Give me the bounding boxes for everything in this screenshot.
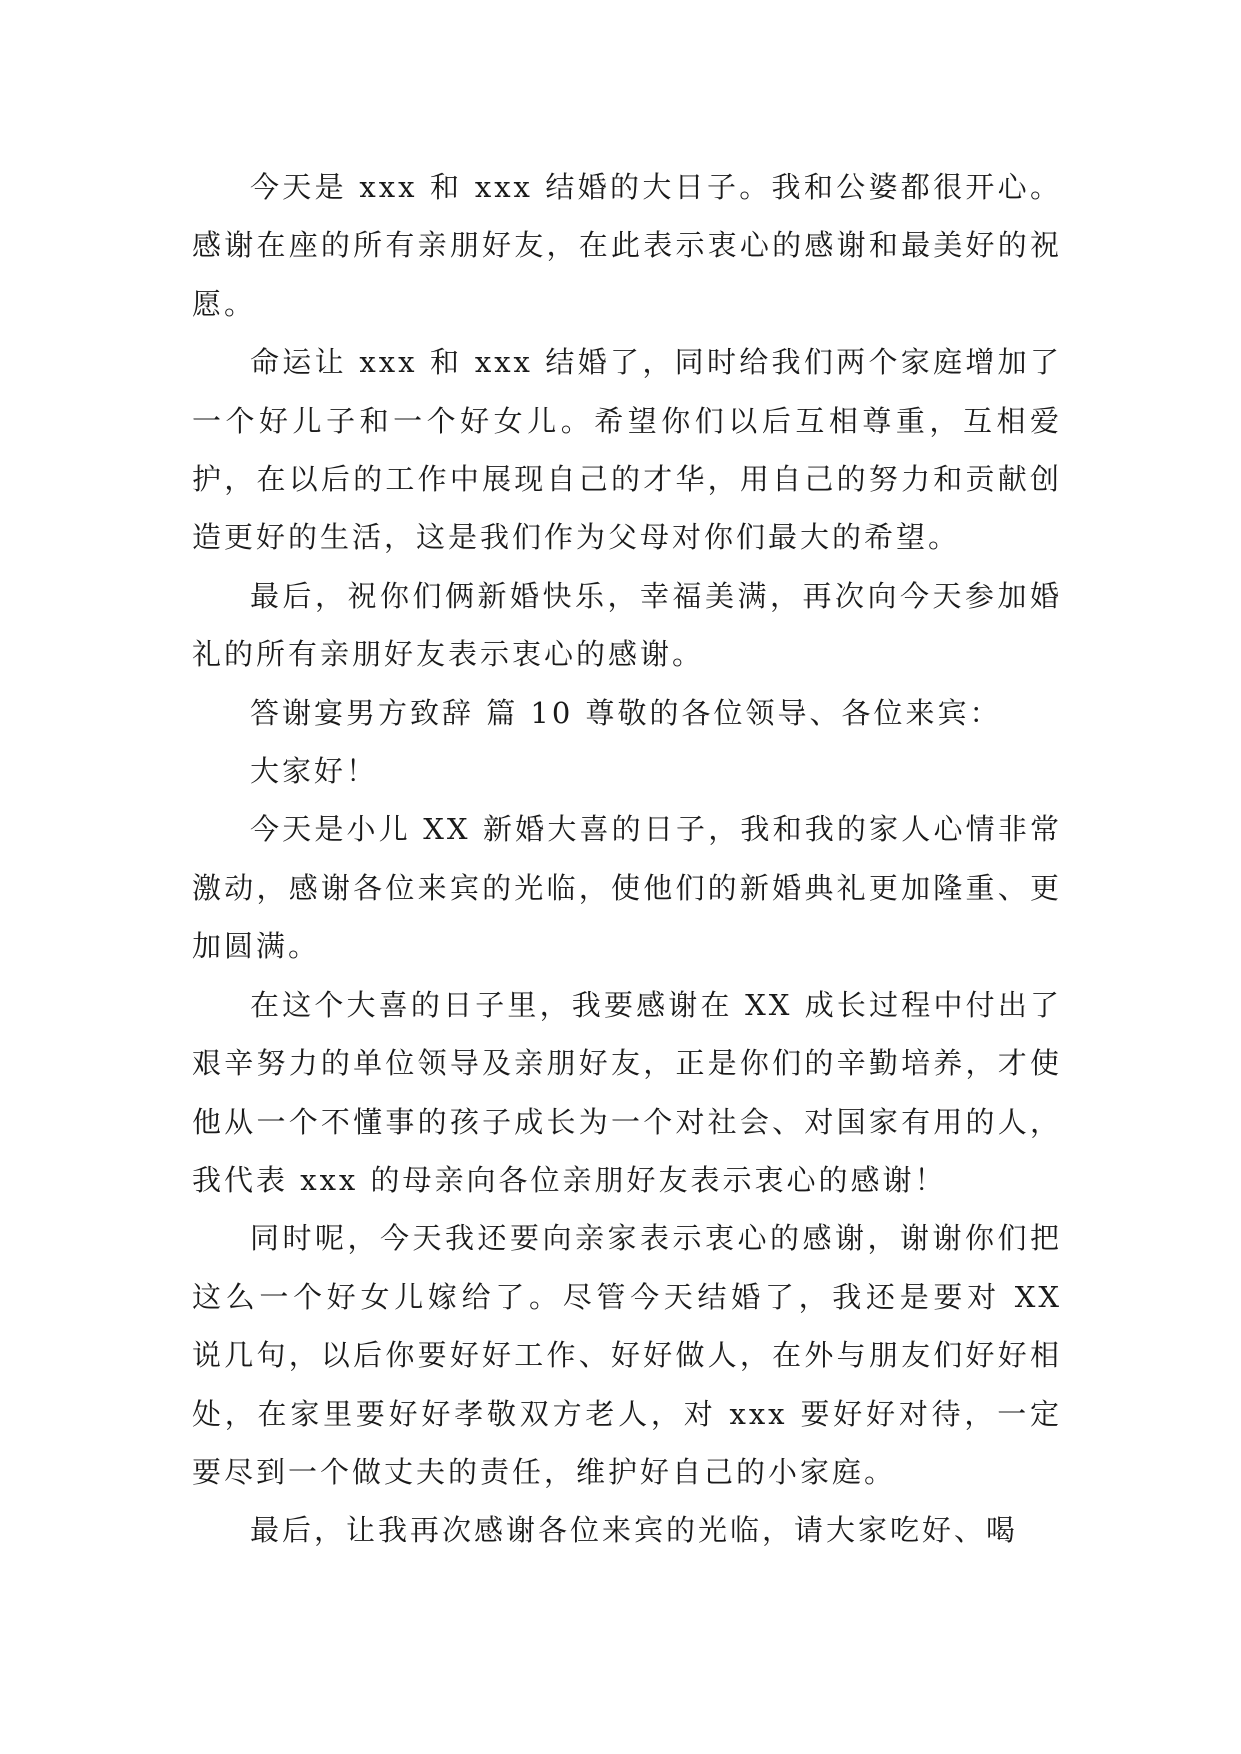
paragraph-7: 在这个大喜的日子里，我要感谢在 XX 成长过程中付出了艰辛努力的单位领导及亲朋好友，正是你们的辛勤培养，才使他从一个不懂事的孩子成长为一个对社会、对国家有用的人，我代表 xxx 的母亲向各位亲朋好友表示衷心的感谢！ [192, 987, 1062, 1197]
paragraph-6: 今天是小儿 XX 新婚大喜的日子，我和我的家人心情非常激动，感谢各位来宾的光临，使他们的新婚典礼更加隆重、更加圆满。 [192, 812, 1062, 964]
paragraph-8: 同时呢，今天我还要向亲家表示衷心的感谢，谢谢你们把这么一个好女儿嫁给了。尽管今天结婚了，我还是要对 XX 说几句，以后你要好好工作、好好做人，在外与朋友们好好相处，在家里要好好孝敬双方老人，对 xxx 要好好对待，一定要尽到一个做丈夫的责任，维护好自己的小家庭。 [192, 1221, 1062, 1489]
greeting: 大家好！ [250, 754, 379, 789]
paragraph-3: 最后，祝你们俩新婚快乐，幸福美满，再次向今天参加婚礼的所有亲朋好友表示衷心的感谢。 [192, 578, 1062, 672]
section-heading: 答谢宴男方致辞 篇 10 尊敬的各位领导、各位来宾： [250, 695, 1002, 730]
document-body [192, 158, 1062, 1560]
paragraph-9: 最后，让我再次感谢各位来宾的光临，请大家吃好、喝 [250, 1513, 1019, 1548]
paragraph-1: 今天是 xxx 和 xxx 结婚的大日子。我和公婆都很开心。感谢在座的所有亲朋好友，在此表示衷心的感谢和最美好的祝愿。 [192, 170, 1062, 321]
paragraph-2: 命运让 xxx 和 xxx 结婚了，同时给我们两个家庭增加了一个好儿子和一个好女儿。希望你们以后互相尊重，互相爱护，在以后的工作中展现自己的才华，用自己的努力和贡献创造更好的生活，这是我们作为父母对你们最大的希望。 [192, 345, 1062, 555]
